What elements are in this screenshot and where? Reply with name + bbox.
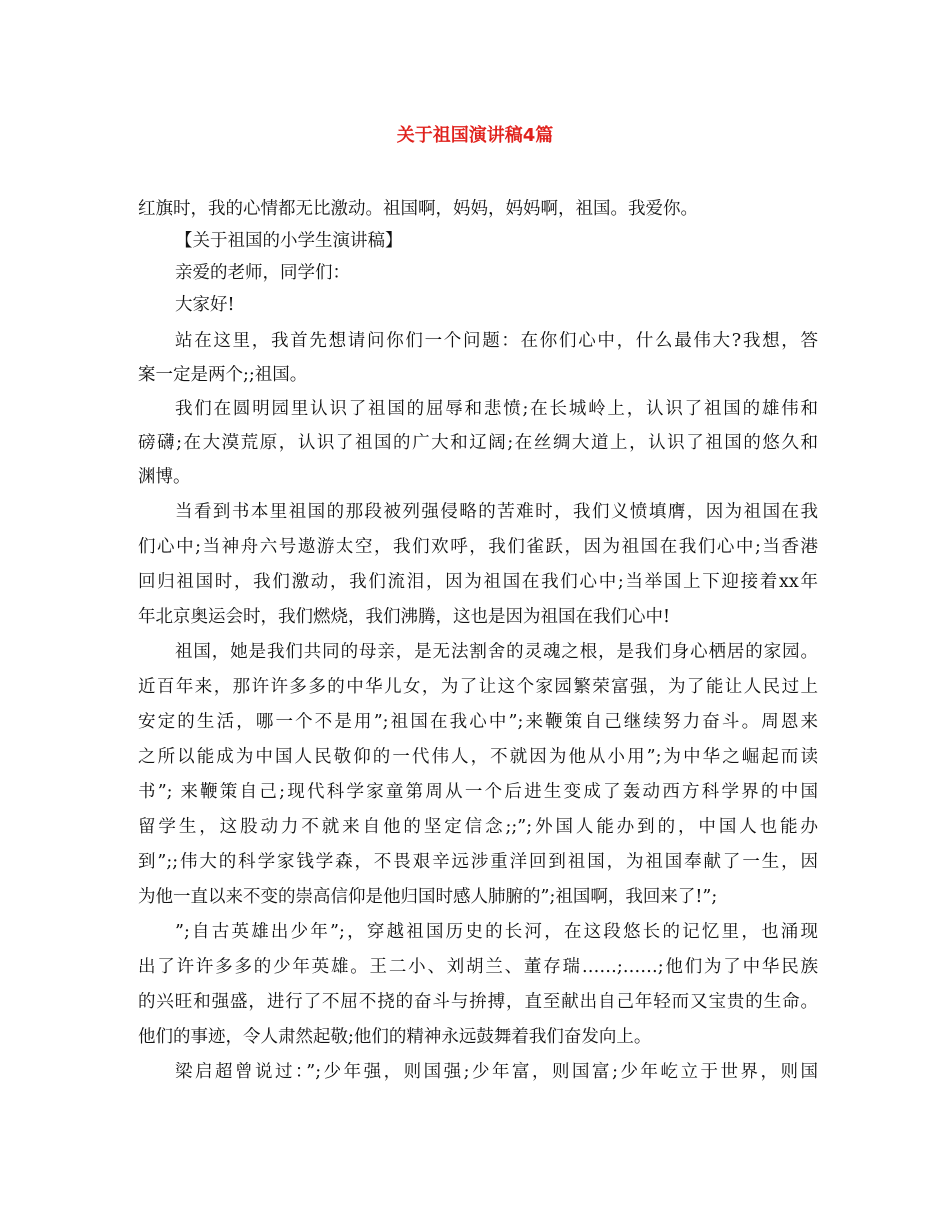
text-line: 祖国，她是我们共同的母亲，是无法割舍的灵魂之根，是我们身心栖居的家园。 [175, 642, 818, 662]
text-line: 案一定是两个;;祖国。 [138, 365, 308, 385]
text-line: 回归祖国时，我们激动，我们流泪，因为祖国在我们心中;当举国上下迎接着xx年 [138, 572, 818, 592]
text-line: 留学生，这股动力不就来自他的坚定信念;;”;外国人能办到的，中国人也能办 [138, 817, 818, 837]
text-line: 的兴旺和强盛，进行了不屈不挠的奋斗与拚搏，直至献出自己年轻而又宝贵的生命。 [138, 992, 818, 1012]
text-line: 们心中;当神舟六号遨游太空，我们欢呼，我们雀跃，因为祖国在我们心中;当香港 [138, 537, 818, 557]
document-title: 关于祖国演讲稿4篇 [396, 125, 554, 146]
text-line: 站在这里，我首先想请问你们一个问题：在你们心中，什么最伟大?我想，答 [175, 331, 818, 351]
text-line: 亲爱的老师，同学们： [175, 263, 350, 283]
text-line: ”;自古英雄出少年”;，穿越祖国历史的长河，在这段悠长的记忆里，也涌现 [175, 922, 818, 942]
text-line: 之所以能成为中国人民敬仰的一代伟人，不就因为他从小用”;为中华之崛起而读 [138, 747, 818, 767]
text-line: 年北京奥运会时，我们燃烧，我们沸腾，这也是因为祖国在我们心中! [138, 607, 671, 627]
text-line: 出了许许多多的少年英雄。王二小、刘胡兰、董存瑞……;……;他们为了中华民族 [138, 957, 818, 977]
text-line: 书”; 来鞭策自己;现代科学家童第周从一个后进生变成了轰动西方科学界的中国 [138, 782, 818, 802]
section-heading: 【关于祖国的小学生演讲稿】 [175, 231, 403, 251]
text-line: 我们在圆明园里认识了祖国的屈辱和悲愤;在长城岭上，认识了祖国的雄伟和 [175, 399, 818, 419]
text-line: 大家好! [175, 295, 235, 315]
text-line: 当看到书本里祖国的那段被列强侵略的苦难时，我们义愤填膺，因为祖国在我 [175, 502, 818, 522]
text-line: 为他一直以来不变的崇高信仰是他归国时感人肺腑的”;祖国啊，我回来了!”; [138, 887, 718, 907]
text-line: 梁启超曾说过：”;少年强，则国强;少年富，则国富;少年屹立于世界，则国 [175, 1062, 818, 1082]
text-line: 红旗时，我的心情都无比激动。祖国啊，妈妈，妈妈啊，祖国。我爱你。 [138, 199, 698, 219]
text-line: 到”;;伟大的科学家钱学森，不畏艰辛远涉重洋回到祖国，为祖国奉献了一生，因 [138, 852, 818, 872]
text-line: 安定的生活，哪一个不是用”;祖国在我心中”;来鞭策自己继续努力奋斗。周恩来 [138, 712, 818, 732]
text-line: 近百年来，那许许多多的中华儿女，为了让这个家园繁荣富强，为了能让人民过上 [138, 677, 818, 697]
text-line: 他们的事迹，令人肃然起敬;他们的精神永远鼓舞着我们奋发向上。 [138, 1027, 652, 1047]
text-line: 渊博。 [138, 467, 191, 487]
text-line: 磅礴;在大漠荒原，认识了祖国的广大和辽阔;在丝绸大道上，认识了祖国的悠久和 [138, 433, 818, 453]
